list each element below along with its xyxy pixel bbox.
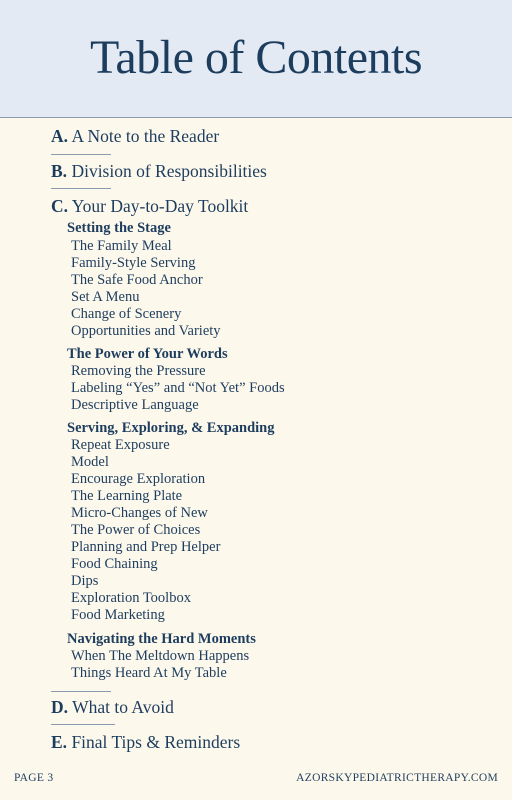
section-letter: D. (51, 697, 69, 717)
subsection-heading-power-of-words[interactable]: The Power of Your Words (67, 346, 228, 362)
section-letter: B. (51, 161, 68, 181)
section-label: Your Day-to-Day Toolkit (71, 196, 249, 216)
section-letter: E. (51, 732, 68, 752)
toc-item[interactable]: When The Meltdown Happens (71, 648, 250, 664)
toc-item[interactable]: Set A Menu (71, 289, 140, 305)
toc-item[interactable]: Repeat Exposure (71, 437, 170, 453)
toc-item[interactable]: Model (71, 454, 109, 470)
toc-item[interactable]: Planning and Prep Helper (71, 539, 221, 555)
divider (51, 691, 111, 692)
website-link[interactable]: AZORSKYPEDIATRICTHERAPY.COM (296, 772, 498, 784)
toc-section-e[interactable] (51, 731, 240, 753)
subsection-list-power-of-words (71, 363, 285, 414)
toc-item[interactable]: Removing the Pressure (71, 363, 206, 379)
subsection-heading-setting-the-stage[interactable]: Setting the Stage (67, 220, 171, 236)
section-letter: C. (51, 196, 69, 216)
subsection-heading-hard-moments[interactable]: Navigating the Hard Moments (67, 631, 256, 647)
divider (51, 154, 111, 155)
toc-section-d[interactable] (51, 696, 174, 718)
toc-item[interactable]: Exploration Toolbox (71, 590, 191, 606)
toc-item[interactable]: Family-Style Serving (71, 255, 196, 271)
page-number: PAGE 3 (14, 772, 54, 784)
toc-section-c[interactable] (51, 195, 248, 217)
toc-item[interactable]: The Power of Choices (71, 522, 201, 538)
toc-item[interactable]: Dips (71, 573, 99, 589)
section-label: Final Tips & Reminders (71, 732, 241, 752)
divider (51, 188, 111, 189)
toc-item[interactable]: Encourage Exploration (71, 471, 206, 487)
subsection-list-hard-moments (71, 648, 249, 682)
subsection-list-setting-the-stage (71, 238, 221, 340)
toc-item[interactable]: Descriptive Language (71, 397, 199, 413)
toc-item[interactable]: The Safe Food Anchor (71, 272, 203, 288)
divider (51, 724, 115, 725)
toc-item[interactable]: The Family Meal (71, 238, 172, 254)
subsection-list-serving-exploring (71, 437, 220, 624)
toc-item[interactable]: The Learning Plate (71, 488, 183, 504)
toc-item[interactable]: Opportunities and Variety (71, 323, 221, 339)
header-banner (0, 0, 512, 118)
toc-item[interactable]: Things Heard At My Table (71, 665, 227, 681)
subsection-heading-serving-exploring[interactable]: Serving, Exploring, & Expanding (67, 420, 275, 436)
section-label: What to Avoid (72, 697, 174, 717)
toc-item[interactable]: Food Marketing (71, 607, 165, 623)
toc-section-b[interactable] (51, 160, 267, 182)
toc-section-a[interactable] (51, 125, 219, 147)
page-title: Table of Contents (89, 31, 423, 84)
section-label: Division of Responsibilities (71, 161, 267, 181)
toc-item[interactable]: Change of Scenery (71, 306, 182, 322)
toc-item[interactable]: Food Chaining (71, 556, 158, 572)
section-letter: A. (51, 126, 69, 146)
section-label: A Note to the Reader (71, 126, 220, 146)
toc-item[interactable]: Labeling “Yes” and “Not Yet” Foods (71, 380, 285, 396)
toc-item[interactable]: Micro-Changes of New (71, 505, 208, 521)
